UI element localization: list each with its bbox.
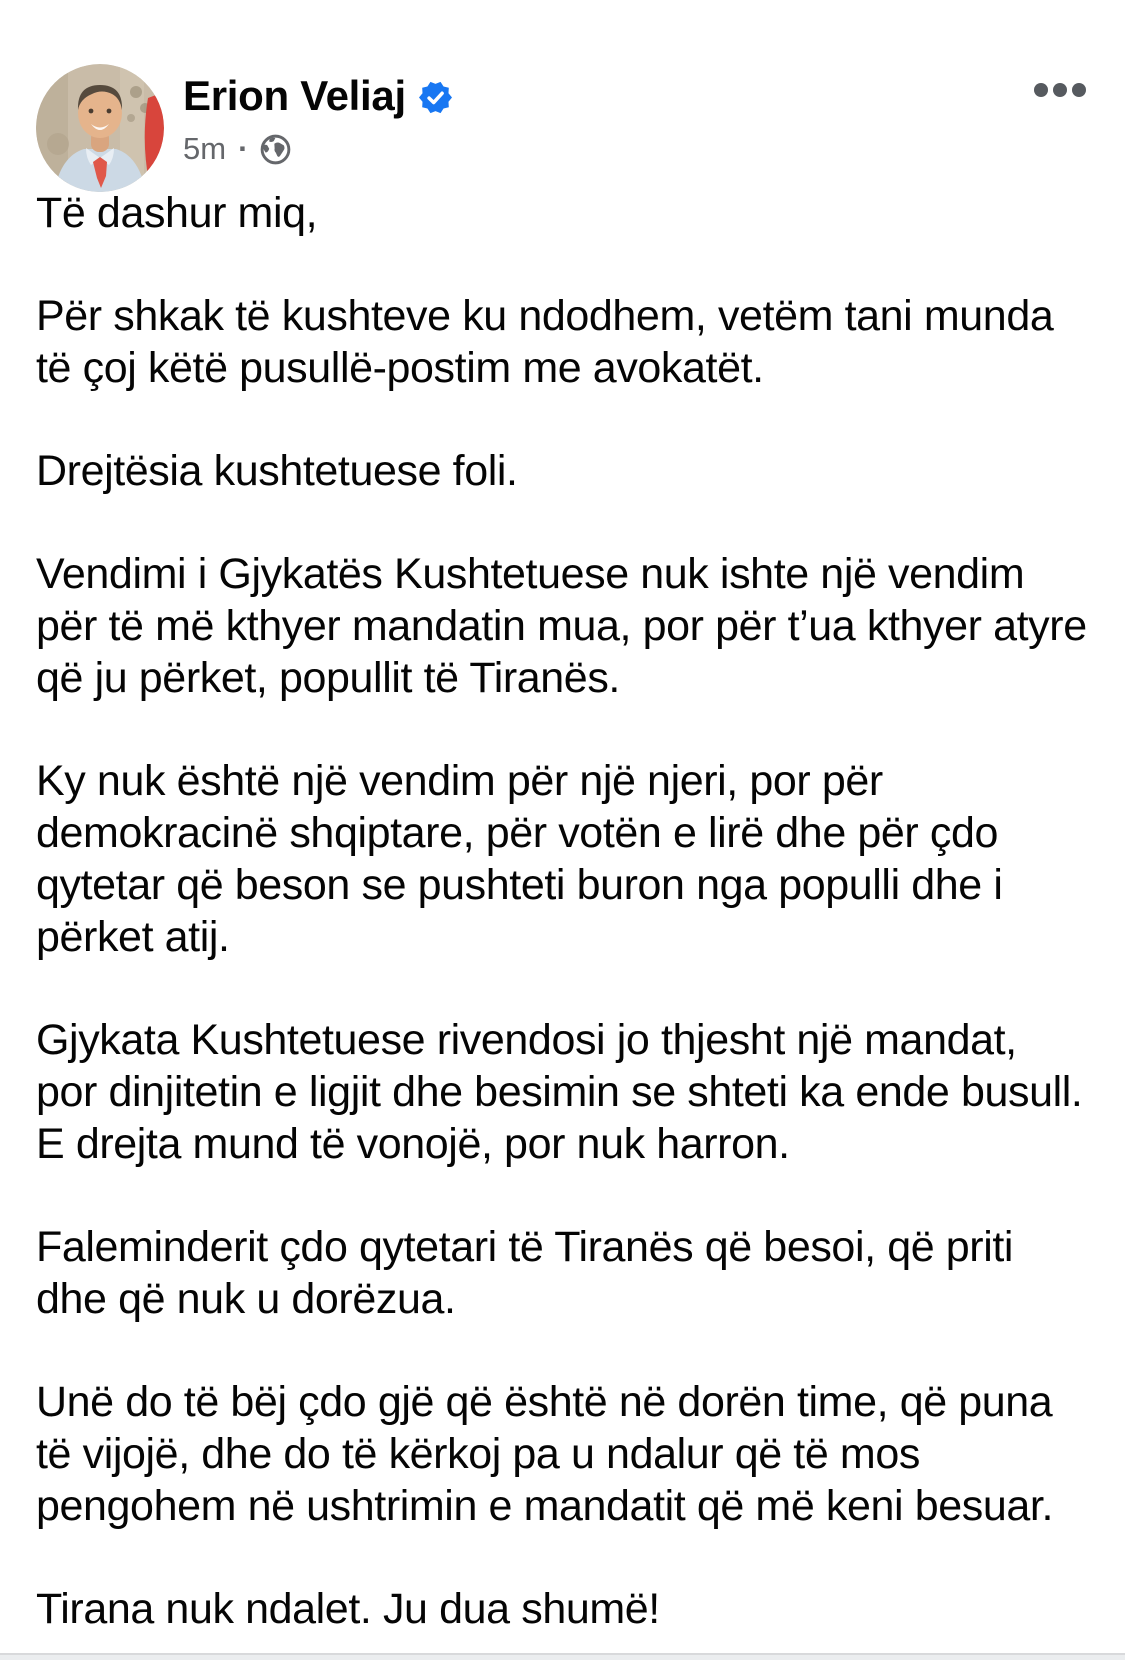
post-body (36, 187, 1089, 1635)
author-name[interactable]: Erion Veliaj (183, 72, 406, 119)
post-paragraph: Tirana nuk ndalet. Ju dua shumë! (36, 1585, 660, 1633)
ellipsis-icon (1034, 82, 1086, 98)
meta-separator: · (238, 131, 249, 166)
post-paragraph: Vendimi i Gjykatës Kushtetuese nuk ishte një vendim për të më kthyer mandatin mua, por për t’ua kthyer atyre që ju përket, popullit të Tiranës. (36, 550, 1087, 702)
timestamp[interactable]: 5m (183, 131, 227, 166)
post-paragraph: Unë do të bëj çdo gjë që është në dorën time, që puna të vijojë, dhe do të kërkoj pa u ndalur që të mos pengohem në ushtrimin e mandatit që më keni besuar. (36, 1378, 1053, 1530)
post-paragraph: Faleminderit çdo qytetari të Tiranës që besoi, që priti dhe që nuk u dorëzua. (36, 1223, 1014, 1323)
avatar-illustration (36, 64, 164, 192)
post-paragraph: Të dashur miq, (36, 189, 318, 237)
globe-public-icon (260, 134, 291, 165)
post-paragraph: Ky nuk është një vendim për një njeri, por për demokracinë shqiptare, për votën e lirë dhe për çdo qytetar që beson se pushteti buron nga populli dhe i përket atij. (36, 757, 1003, 961)
bottom-divider (0, 1653, 1125, 1660)
avatar[interactable] (36, 64, 164, 192)
more-options-button[interactable] (1022, 70, 1098, 110)
post-paragraph: Gjykata Kushtetuese rivendosi jo thjesht një mandat, por dinjitetin e ligjit dhe besimin se shteti ka ende busull. E drejta mund të vonojë, por nuk harron. (36, 1016, 1083, 1168)
post-paragraph: Drejtësia kushtetuese foli. (36, 447, 518, 495)
post-paragraph: Për shkak të kushteve ku ndodhem, vetëm tani munda të çoj këtë pusullë-postim me avokatët. (36, 292, 1054, 392)
author-row (183, 70, 452, 122)
verified-badge-icon (419, 78, 452, 114)
post-meta (183, 131, 291, 167)
